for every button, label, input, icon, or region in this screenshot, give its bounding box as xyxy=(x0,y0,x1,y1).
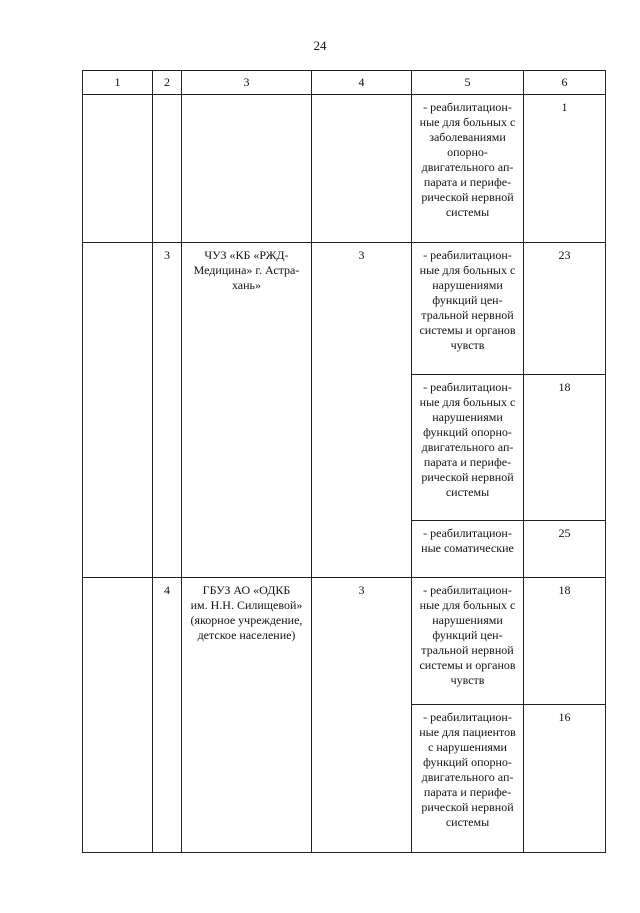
cell-col-1 xyxy=(83,578,153,853)
cell-beds: 18 xyxy=(524,375,606,521)
cell-col-1 xyxy=(83,243,153,578)
cell-number: 4 xyxy=(153,578,182,853)
cell-profile: - реабилитацион- ные для пациентов с нарушениями функций опорно- двигательного ап- парата и перифе- рической нервной системы xyxy=(412,705,524,853)
cell-institution: ЧУЗ «КБ «РЖД- Медицина» г. Астра- хань» xyxy=(182,243,312,578)
document-table xyxy=(82,70,606,853)
cell-profile: - реабилитацион- ные для больных с нарушениями функций опорно- двигательного ап- парата и перифе- рической нервной системы xyxy=(412,375,524,521)
cell-level: 3 xyxy=(312,578,412,853)
table-row xyxy=(83,578,606,705)
header-col-2: 2 xyxy=(153,71,182,95)
cell-beds: 16 xyxy=(524,705,606,853)
cell-profile: - реабилитацион- ные для больных с заболеваниями опорно- двигательного ап- парата и перифе- рической нервной системы xyxy=(412,95,524,243)
cell-institution xyxy=(182,95,312,243)
cell-profile: - реабилитацион- ные для больных с нарушениями функций цен- тральной нервной системы и органов чувств xyxy=(412,243,524,375)
scan-speck: · xyxy=(10,738,12,744)
cell-profile: - реабилитацион- ные соматические xyxy=(412,521,524,578)
cell-beds: 25 xyxy=(524,521,606,578)
table-row xyxy=(83,95,606,243)
cell-beds: 1 xyxy=(524,95,606,243)
cell-col-4 xyxy=(312,95,412,243)
cell-profile: - реабилитацион- ные для больных с нарушениями функций цен- тральной нервной системы и органов чувств xyxy=(412,578,524,705)
header-col-4: 4 xyxy=(312,71,412,95)
cell-institution: ГБУЗ АО «ОДКБ им. Н.Н. Силищевой» (якорное учреждение, детское население) xyxy=(182,578,312,853)
page-number: 24 xyxy=(313,38,327,53)
header-col-3: 3 xyxy=(182,71,312,95)
cell-col-1 xyxy=(83,95,153,243)
table-row xyxy=(83,243,606,375)
header-col-1: 1 xyxy=(83,71,153,95)
cell-level: 3 xyxy=(312,243,412,578)
scan-speck: · xyxy=(10,785,12,791)
table-header-row xyxy=(83,71,606,95)
cell-beds: 23 xyxy=(524,243,606,375)
cell-beds: 18 xyxy=(524,578,606,705)
header-col-6: 6 xyxy=(524,71,606,95)
header-col-5: 5 xyxy=(412,71,524,95)
cell-col-2 xyxy=(153,95,182,243)
cell-number: 3 xyxy=(153,243,182,578)
